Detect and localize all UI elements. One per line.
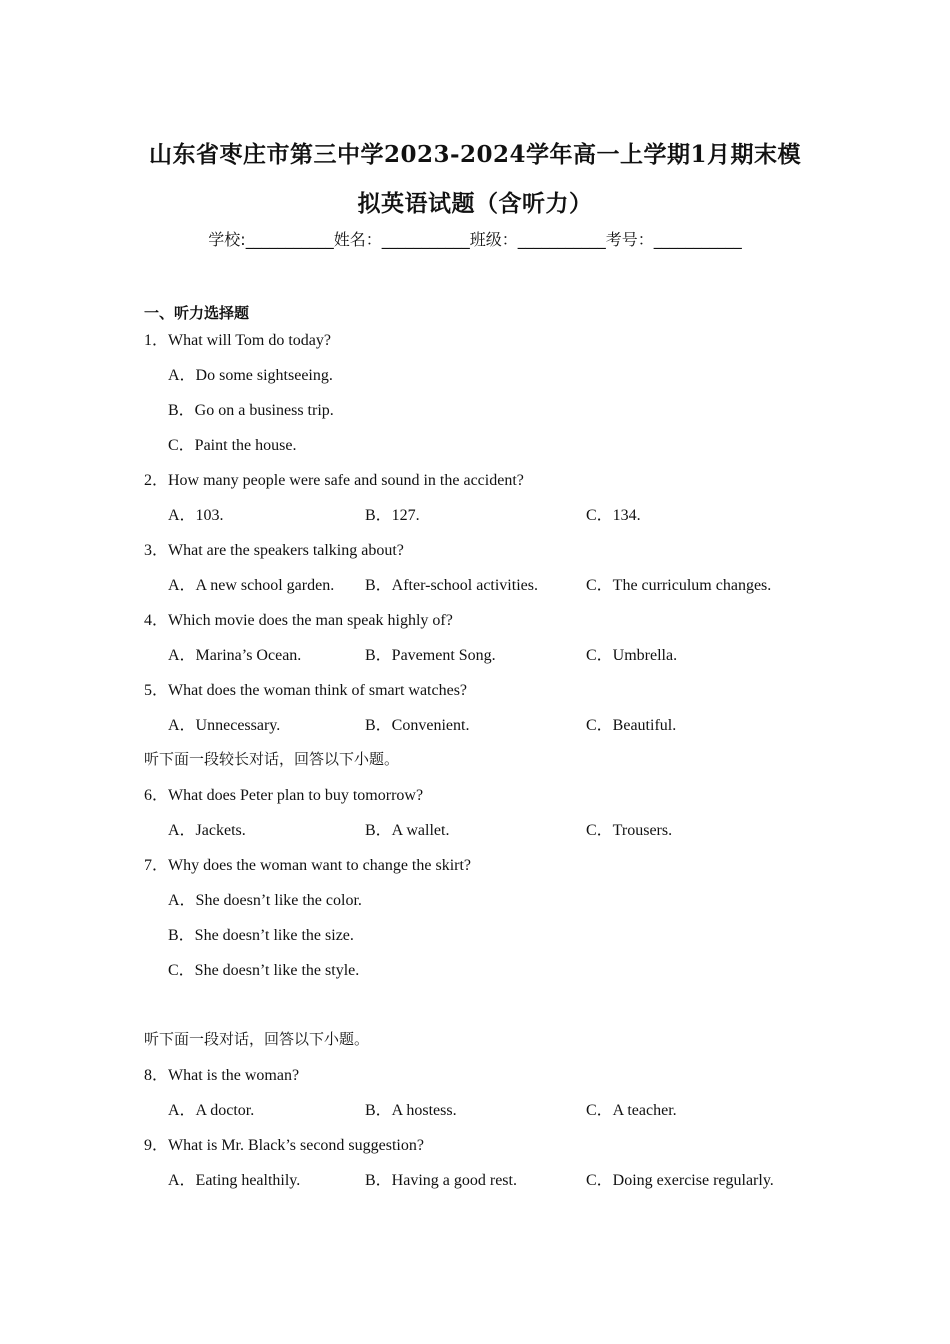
option-a: A．Eating healthily. xyxy=(168,1172,301,1189)
question-stem: 2．How many people were safe and sound in the accident? xyxy=(144,472,524,489)
option-c: C．Trousers. xyxy=(586,822,673,839)
option-b: B．After-school activities. xyxy=(365,577,538,594)
option-c: C．Beautiful. xyxy=(586,717,677,734)
option-c: C．A teacher. xyxy=(586,1102,677,1119)
question-stem: 9．What is Mr. Black’s second suggestion? xyxy=(144,1137,424,1154)
option-c: C．Umbrella. xyxy=(586,647,678,664)
question-stem: 1．What will Tom do today? xyxy=(144,332,332,349)
option-c: C．Doing exercise regularly. xyxy=(586,1172,774,1189)
section-title: 一、听力选择题 xyxy=(144,304,250,322)
option-c: C．Paint the house. xyxy=(168,437,297,454)
question-stem: 3．What are the speakers talking about? xyxy=(144,542,404,559)
option-c: C．She doesn’t like the style. xyxy=(168,962,360,979)
option-a: A．A new school garden. xyxy=(168,577,335,594)
option-b: B．A hostess. xyxy=(365,1102,457,1119)
student-info-line: 学校:___________姓名：___________班级：___________考号：___________ xyxy=(208,230,742,249)
question-stem: 7．Why does the woman want to change the skirt? xyxy=(144,857,472,874)
question-stem: 5．What does the woman think of smart watches? xyxy=(144,682,468,699)
option-a: A．Unnecessary. xyxy=(168,717,281,734)
option-b: B．Having a good rest. xyxy=(365,1172,517,1189)
option-a: A．Do some sightseeing. xyxy=(168,367,333,384)
option-a: A．Jackets. xyxy=(168,822,246,839)
option-b: B．Go on a business trip. xyxy=(168,402,334,419)
page-title-line-2: 拟英语试题（含听力） xyxy=(357,190,593,217)
option-a: A．She doesn’t like the color. xyxy=(168,892,362,909)
option-b: B．Pavement Song. xyxy=(365,647,496,664)
option-b: B．A wallet. xyxy=(365,822,450,839)
page-title-line-1: 山东省枣庄市第三中学2023-2024学年高一上学期1月期末模 xyxy=(148,141,802,168)
option-a: A．Marina’s Ocean. xyxy=(168,647,302,664)
question-stem: 4．Which movie does the man speak highly of? xyxy=(144,612,453,629)
question-stem: 6．What does Peter plan to buy tomorrow? xyxy=(144,787,424,804)
option-b: B．Convenient. xyxy=(365,717,470,734)
option-c: C．134. xyxy=(586,507,641,524)
option-a: A．103. xyxy=(168,507,224,524)
option-a: A．A doctor. xyxy=(168,1102,255,1119)
question-stem: 8．What is the woman? xyxy=(144,1067,300,1084)
option-b: B．She doesn’t like the size. xyxy=(168,927,354,944)
option-c: C．The curriculum changes. xyxy=(586,577,772,594)
listening-instruction: 听下面一段较长对话，回答以下小题。 xyxy=(144,750,400,768)
option-b: B．127. xyxy=(365,507,420,524)
listening-instruction: 听下面一段对话，回答以下小题。 xyxy=(144,1030,370,1048)
